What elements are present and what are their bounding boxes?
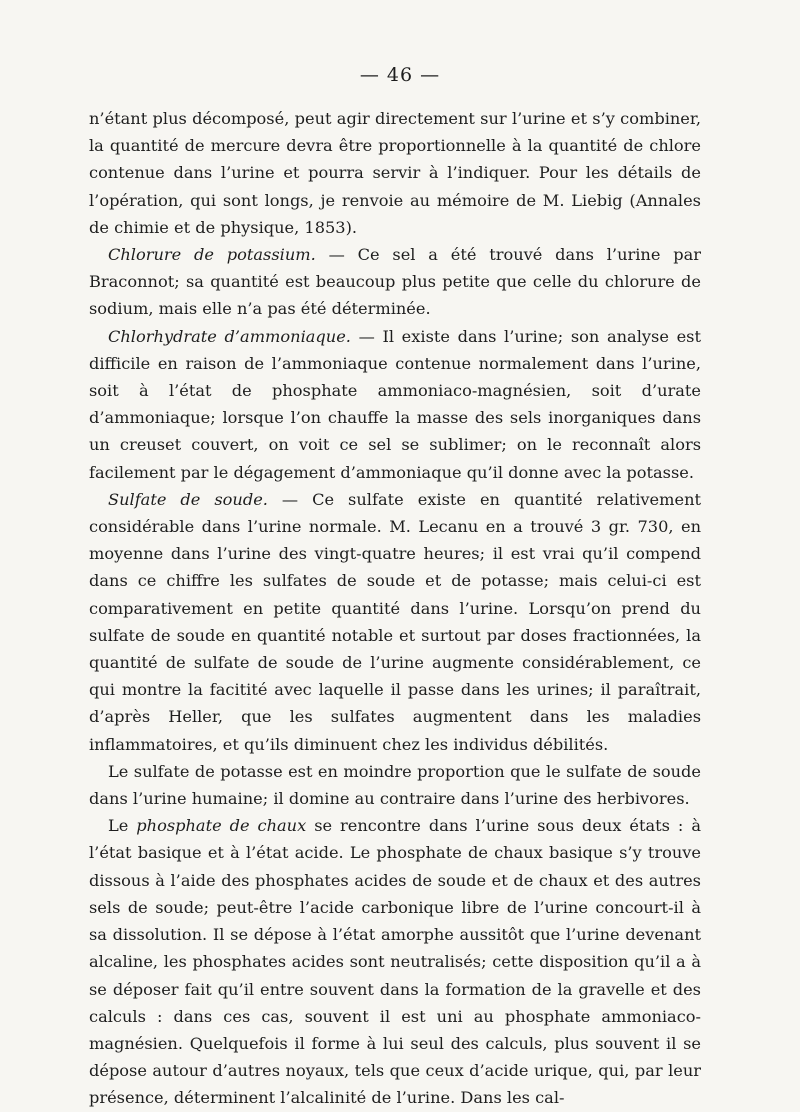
paragraph-chlorure-potassium	[89, 241, 701, 323]
paragraph-text: n’étant plus décomposé, peut agir directement sur l’urine et s’y combiner, la quantité de mercure devra être proportionnelle à la quantité de chlore contenue dans l’urine et pourra servir à l’indiquer. Pour les détails de l’opération, qui sont longs, je renvoie au mémoire de M. Liebig (Annales de chimie et de physique, 1853).	[89, 109, 701, 237]
page-number: — 46 —	[359, 64, 441, 86]
paragraph-text: — Il existe dans l’urine; son analyse est difficile en raison de l’ammoniaque contenue normalement dans l’urine, soit à l’état de phosphate ammoniaco-magnésien, soit d’urate d’ammoniaque; lorsque l’on chauffe la masse des sels inorganiques dans un creuset couvert, on voit ce sel se sublimer; on le reconnaît alors facilement par le dégagement d’ammoniaque qu’il donne avec la potasse.	[89, 326, 701, 482]
section-title-chlorure-potassium: Chlorure de potassium.	[108, 245, 316, 265]
paragraph-text: — Ce sel a été trouvé dans l’urine par Braconnot; sa quantité est beaucoup plus petite que celle du chlorure de sodium, mais elle n’a pas été déterminée.	[89, 245, 701, 319]
section-title-chlorhydrate-ammoniaque: Chlorhydrate d’ammoniaque.	[108, 326, 351, 346]
paragraph-text: Le sulfate de potasse est en moindre proportion que le sulfate de soude dans l’urine humaine; il domine au contraire dans l’urine des herbivores.	[89, 761, 701, 809]
paragraph-text: — Ce sulfate existe en quantité relativement considérable dans l’urine normale. M. Lecanu en a trouvé 3 gr. 730, en moyenne dans l’urine des vingt-quatre heures; il est vrai qu’il compend dans ce chiffre les sulfates de soude et de potasse; mais celui-ci est comparativement en petite quantité dans l’urine. Lorsqu’on prend du sulfate de soude en quantité notable et surtout par doses fractionnées, la quantité de sulfate de soude de l’urine augmente considérablement, ce qui montre la facitité avec laquelle il passe dans les urines; il paraîtrait, d’après Heller, que les sulfates augmentent dans les maladies inflammatoires, et qu’ils diminuent chez les individus débilités.	[89, 489, 701, 754]
section-title-sulfate-soude: Sulfate de soude.	[108, 489, 268, 509]
paragraph-text: se rencontre dans l’urine sous deux états : à l’état basique et à l’état acide. Le phosphate de chaux basique s’y trouve dissous à l’aide des phosphates acides de soude et de chaux et des autres sels de soude; peut-être l’acide carbonique libre de l’urine concourt-il à sa dissolution. Il se dépose à l’état amorphe aussitôt que l’urine devenant alcaline, les phosphates acides sont neutralisés; cette disposition qu’il a à se déposer fait qu’il entre souvent dans la formation de la gravelle et des calculs : dans ces cas, souvent il est uni au phosphate ammoniaco-magnésien. Quelquefois il forme à lui seul des calculs, plus souvent il se dépose autour d’autres noyaux, tels que ceux d’acide urique, qui, par leur présence, déterminent l’alcalinité de l’urine. Dans les cal-	[89, 816, 701, 1108]
paragraph-chlore-continued	[89, 105, 701, 241]
paragraph-phosphate-chaux	[89, 812, 701, 1111]
term-phosphate-chaux: phosphate de chaux	[136, 816, 307, 836]
paragraph-text-lead: Le	[108, 816, 137, 836]
paragraph-sulfate-soude	[89, 486, 701, 758]
paragraph-sulfate-potasse	[89, 758, 701, 812]
paragraph-chlorhydrate-ammoniaque	[89, 323, 701, 486]
body-text	[89, 105, 701, 1112]
